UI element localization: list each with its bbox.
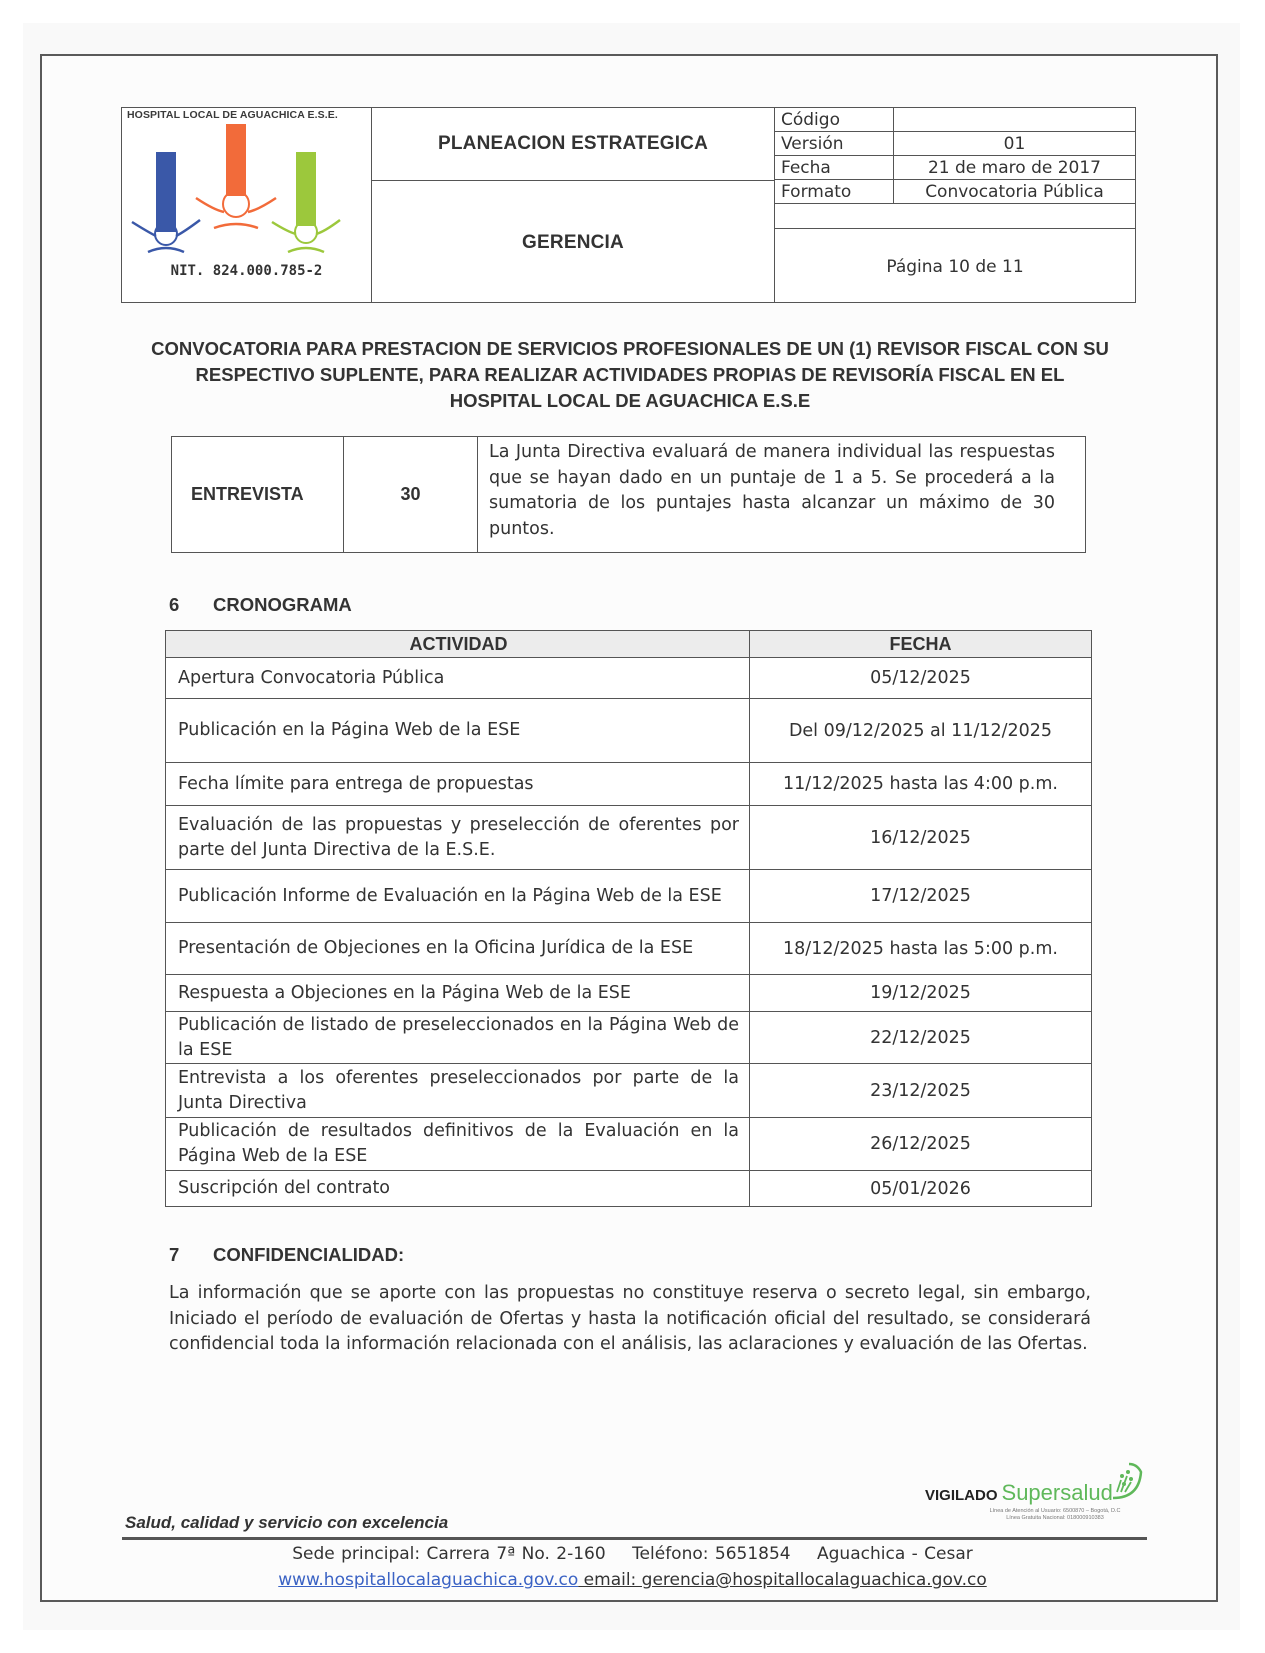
meta-value	[893, 108, 1135, 131]
activity-cell: Publicación de resultados definitivos de la Evaluación en la Página Web de la ESE	[178, 1121, 739, 1166]
footer-address	[0, 1544, 1265, 1564]
table-row	[166, 923, 1091, 975]
hospital-logo-icon	[126, 122, 366, 262]
date-cell: 17/12/2025	[870, 886, 971, 906]
department-title: GERENCIA	[522, 231, 624, 253]
activity-cell: Evaluación de las propuestas y preselección de oferentes por parte del Junta Directiva de la E.S.E.	[178, 814, 739, 860]
supersalud-logo-icon	[1107, 1462, 1145, 1502]
vigilado-line-2: Línea Gratuita Nacional: 018000910383	[1006, 1515, 1104, 1521]
meta-value: Convocatoria Pública	[893, 180, 1135, 203]
section-title: CONFIDENCIALIDAD:	[213, 1244, 405, 1265]
meta-label: Formato	[781, 182, 852, 202]
title-cell	[372, 108, 775, 302]
table-row	[166, 1012, 1091, 1064]
section-heading-cronograma	[169, 594, 352, 616]
footer-divider	[122, 1537, 1147, 1540]
footer-links	[0, 1570, 1265, 1590]
date-cell: 11/12/2025 hasta las 4:00 p.m.	[783, 774, 1058, 794]
meta-row-formato	[775, 180, 1135, 204]
activity-cell: Entrevista a los oferentes preseleccionados por parte de la Junta Directiva	[178, 1067, 739, 1113]
activity-cell: Fecha límite para entrega de propuestas	[178, 773, 534, 794]
activity-cell: Publicación Informe de Evaluación en la Página Web de la ESE	[178, 885, 722, 906]
footer-slogan: Salud, calidad y servicio con excelencia	[125, 1513, 449, 1532]
meta-row-codigo	[775, 108, 1135, 132]
org-name: HOSPITAL LOCAL DE AGUACHICA E.S.E.	[127, 109, 338, 121]
evaluation-table	[171, 436, 1086, 553]
date-cell: 19/12/2025	[870, 983, 971, 1003]
table-row	[166, 699, 1091, 763]
date-cell: 05/12/2025	[870, 668, 971, 688]
phone-text: Teléfono: 5651854	[632, 1544, 791, 1564]
meta-value: 21 de maro de 2017	[893, 156, 1135, 179]
address-text: Sede principal: Carrera 7ª No. 2-160	[292, 1544, 606, 1564]
table-row	[166, 1171, 1091, 1206]
section-number: 7	[169, 1244, 180, 1265]
website-link[interactable]: www.hospitallocalaguachica.gov.co	[278, 1570, 579, 1590]
document-title: CONVOCATORIA PARA PRESTACION DE SERVICIOS PROFESIONALES DE UN (1) REVISOR FISCAL CON SU RESPECTIVO SUPLENTE, PARA REALIZAR ACTIVIDADES PROPIAS DE REVISORÍA FISCAL EN EL HOSPITAL LOCAL DE AGUACHICA E.S.E	[151, 338, 1109, 411]
date-cell: 05/01/2026	[870, 1178, 971, 1199]
date-cell: 22/12/2025	[870, 1027, 971, 1048]
city-text: Aguachica - Cesar	[817, 1544, 973, 1564]
meta-label: Fecha	[781, 158, 831, 178]
section-heading-confidencialidad	[169, 1244, 404, 1266]
vigilado-label: VIGILADO	[925, 1487, 998, 1504]
vigilado-line-1: Línea de Atención al Usuario: 6500870 – Bogotá, D.C	[989, 1508, 1121, 1514]
table-header-row	[166, 631, 1091, 658]
table-row	[166, 975, 1091, 1012]
date-cell: 16/12/2025	[870, 827, 971, 848]
date-cell: 23/12/2025	[870, 1080, 971, 1101]
evaluation-points: 30	[344, 437, 478, 552]
column-header-fecha: FECHA	[889, 633, 952, 654]
activity-cell: Apertura Convocatoria Pública	[178, 667, 445, 688]
table-row	[166, 1118, 1091, 1171]
nit-number: NIT. 824.000.785-2	[170, 263, 323, 279]
document-meta	[775, 108, 1135, 302]
evaluation-description: La Junta Directiva evaluará de manera individual las respuestas que se hayan dado en un puntaje de 1 a 5. Se procederá a la sumatoria de los puntajes hasta alcanzar un máximo de 30 puntos.	[489, 442, 1055, 539]
column-header-actividad: ACTIVIDAD	[166, 631, 750, 657]
meta-row-fecha	[775, 156, 1135, 180]
activity-cell: Suscripción del contrato	[178, 1178, 391, 1198]
table-row	[166, 806, 1091, 870]
cronograma-table	[165, 630, 1092, 1207]
date-cell: Del 09/12/2025 al 11/12/2025	[788, 720, 1053, 741]
meta-label: Versión	[781, 134, 844, 154]
table-row	[166, 763, 1091, 806]
supersalud-badge	[925, 1480, 1121, 1521]
email-link[interactable]: email: gerencia@hospitallocalaguachica.gov.co	[578, 1570, 987, 1590]
table-row	[166, 1064, 1091, 1118]
activity-cell: Respuesta a Objeciones en la Página Web de la ESE	[178, 982, 631, 1003]
evaluation-criterion: ENTREVISTA	[172, 437, 344, 552]
confidentiality-paragraph: La información que se aporte con las propuestas no constituye reserva o secreto legal, sin embargo, Iniciado el período de evaluación de Ofertas y hasta la notificación oficial del resultado, se considerará confidencial toda la información relacionada con el análisis, las aclaraciones y evaluación de las Ofertas.	[169, 1283, 1091, 1354]
section-number: 6	[169, 594, 180, 615]
activity-cell: Publicación en la Página Web de la ESE	[178, 720, 521, 740]
section-title: CRONOGRAMA	[213, 594, 352, 615]
page-number: Página 10 de 11	[886, 256, 1024, 277]
activity-cell: Presentación de Objeciones en la Oficina Jurídica de la ESE	[178, 938, 694, 958]
date-cell: 26/12/2025	[870, 1134, 971, 1154]
table-row	[166, 658, 1091, 699]
document-header-table	[121, 107, 1136, 303]
table-row	[166, 870, 1091, 923]
meta-blank-row	[775, 204, 1135, 229]
meta-label: Código	[781, 110, 840, 130]
meta-value: 01	[893, 132, 1135, 155]
date-cell: 18/12/2025 hasta las 5:00 p.m.	[783, 938, 1058, 959]
activity-cell: Publicación de listado de preseleccionados en la Página Web de la ESE	[178, 1014, 739, 1060]
meta-row-version	[775, 132, 1135, 156]
logo-cell	[122, 108, 372, 302]
process-title: PLANEACION ESTRATEGICA	[437, 133, 709, 154]
supersalud-brand: Supersalud	[1001, 1480, 1113, 1505]
